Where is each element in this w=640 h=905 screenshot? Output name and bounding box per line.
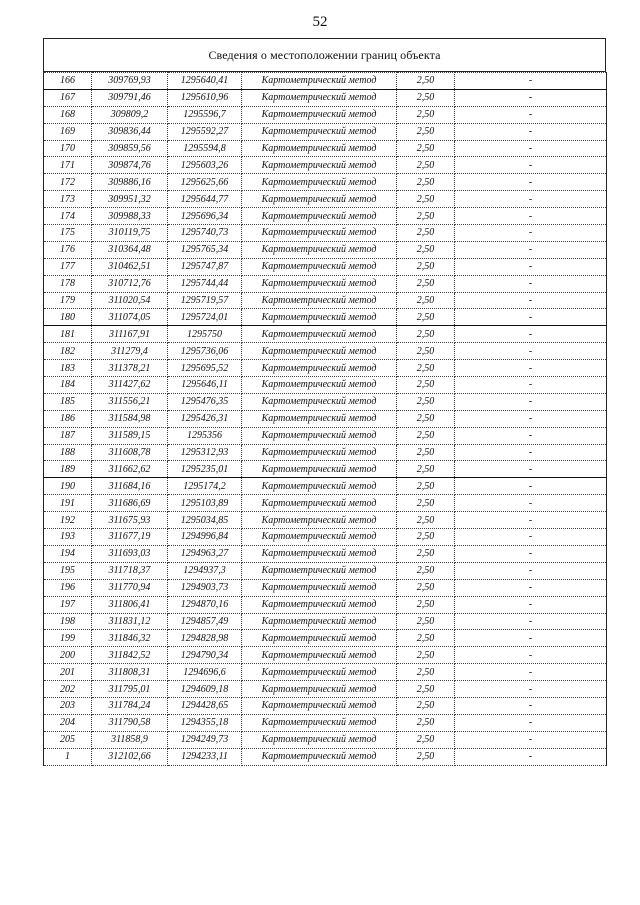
x-coordinate-cell: 311378,21	[92, 360, 168, 377]
accuracy-cell: 2,50	[397, 410, 455, 427]
x-coordinate-cell: 311279,4	[92, 343, 168, 360]
description-cell: -	[455, 393, 607, 410]
x-coordinate-cell: 309809,2	[92, 106, 168, 123]
accuracy-cell: 2,50	[397, 140, 455, 157]
y-coordinate-cell: 1294790,34	[168, 647, 242, 664]
description-cell: -	[455, 529, 607, 546]
description-cell: -	[455, 596, 607, 613]
description-cell: -	[455, 140, 607, 157]
y-coordinate-cell: 1295592,27	[168, 123, 242, 140]
method-cell: Картометрический метод	[242, 410, 397, 427]
point-number-cell: 190	[44, 478, 92, 495]
y-coordinate-cell: 1295646,11	[168, 377, 242, 394]
x-coordinate-cell: 311858,9	[92, 731, 168, 748]
accuracy-cell: 2,50	[397, 579, 455, 596]
accuracy-cell: 2,50	[397, 241, 455, 258]
method-cell: Картометрический метод	[242, 697, 397, 714]
method-cell: Картометрический метод	[242, 73, 397, 90]
point-number-cell: 181	[44, 326, 92, 343]
point-number-cell: 168	[44, 106, 92, 123]
accuracy-cell: 2,50	[397, 225, 455, 242]
y-coordinate-cell: 1294963,27	[168, 545, 242, 562]
table-row	[44, 444, 607, 461]
accuracy-cell: 2,50	[397, 393, 455, 410]
x-coordinate-cell: 309886,16	[92, 174, 168, 191]
table-row	[44, 681, 607, 698]
y-coordinate-cell: 1295103,89	[168, 495, 242, 512]
method-cell: Картометрический метод	[242, 258, 397, 275]
point-number-cell: 184	[44, 377, 92, 394]
method-cell: Картометрический метод	[242, 427, 397, 444]
method-cell: Картометрический метод	[242, 681, 397, 698]
point-number-cell: 183	[44, 360, 92, 377]
point-number-cell: 193	[44, 529, 92, 546]
accuracy-cell: 2,50	[397, 258, 455, 275]
method-cell: Картометрический метод	[242, 714, 397, 731]
x-coordinate-cell: 311795,01	[92, 681, 168, 698]
accuracy-cell: 2,50	[397, 208, 455, 225]
x-coordinate-cell: 310364,48	[92, 241, 168, 258]
method-cell: Картометрический метод	[242, 664, 397, 681]
accuracy-cell: 2,50	[397, 478, 455, 495]
table-row	[44, 647, 607, 664]
accuracy-cell: 2,50	[397, 647, 455, 664]
accuracy-cell: 2,50	[397, 512, 455, 529]
point-number-cell: 188	[44, 444, 92, 461]
y-coordinate-cell: 1295750	[168, 326, 242, 343]
accuracy-cell: 2,50	[397, 748, 455, 765]
description-cell: -	[455, 208, 607, 225]
point-number-cell: 178	[44, 275, 92, 292]
y-coordinate-cell: 1295724,01	[168, 309, 242, 326]
point-number-cell: 177	[44, 258, 92, 275]
description-cell: -	[455, 512, 607, 529]
accuracy-cell: 2,50	[397, 427, 455, 444]
method-cell: Картометрический метод	[242, 241, 397, 258]
x-coordinate-cell: 311831,12	[92, 613, 168, 630]
accuracy-cell: 2,50	[397, 343, 455, 360]
point-number-cell: 191	[44, 495, 92, 512]
y-coordinate-cell: 1295765,34	[168, 241, 242, 258]
description-cell: -	[455, 461, 607, 478]
point-number-cell: 203	[44, 697, 92, 714]
accuracy-cell: 2,50	[397, 664, 455, 681]
x-coordinate-cell: 311589,15	[92, 427, 168, 444]
point-number-cell: 187	[44, 427, 92, 444]
table-row	[44, 714, 607, 731]
method-cell: Картометрический метод	[242, 360, 397, 377]
table-row	[44, 360, 607, 377]
point-number-cell: 200	[44, 647, 92, 664]
page-number: 52	[312, 14, 328, 30]
description-cell: -	[455, 225, 607, 242]
method-cell: Картометрический метод	[242, 208, 397, 225]
x-coordinate-cell: 311167,91	[92, 326, 168, 343]
x-coordinate-cell: 309836,44	[92, 123, 168, 140]
point-number-cell: 175	[44, 225, 92, 242]
description-cell: -	[455, 309, 607, 326]
method-cell: Картометрический метод	[242, 630, 397, 647]
accuracy-cell: 2,50	[397, 596, 455, 613]
accuracy-cell: 2,50	[397, 123, 455, 140]
x-coordinate-cell: 311790,58	[92, 714, 168, 731]
y-coordinate-cell: 1294870,16	[168, 596, 242, 613]
table-row	[44, 613, 607, 630]
point-number-cell: 194	[44, 545, 92, 562]
point-number-cell: 169	[44, 123, 92, 140]
x-coordinate-cell: 311020,54	[92, 292, 168, 309]
y-coordinate-cell: 1295356	[168, 427, 242, 444]
description-cell: -	[455, 275, 607, 292]
table-row	[44, 106, 607, 123]
x-coordinate-cell: 311675,93	[92, 512, 168, 529]
y-coordinate-cell: 1294937,3	[168, 562, 242, 579]
y-coordinate-cell: 1295744,44	[168, 275, 242, 292]
x-coordinate-cell: 310712,76	[92, 275, 168, 292]
y-coordinate-cell: 1295625,66	[168, 174, 242, 191]
accuracy-cell: 2,50	[397, 89, 455, 106]
y-coordinate-cell: 1295596,7	[168, 106, 242, 123]
method-cell: Картометрический метод	[242, 326, 397, 343]
description-cell: -	[455, 714, 607, 731]
y-coordinate-cell: 1295719,57	[168, 292, 242, 309]
table-row	[44, 123, 607, 140]
description-cell: -	[455, 579, 607, 596]
table-row	[44, 89, 607, 106]
y-coordinate-cell: 1294996,84	[168, 529, 242, 546]
description-cell: -	[455, 174, 607, 191]
table-row	[44, 461, 607, 478]
x-coordinate-cell: 309859,56	[92, 140, 168, 157]
description-cell: -	[455, 478, 607, 495]
table-row	[44, 140, 607, 157]
table-row	[44, 562, 607, 579]
x-coordinate-cell: 311718,37	[92, 562, 168, 579]
point-number-cell: 171	[44, 157, 92, 174]
x-coordinate-cell: 311677,19	[92, 529, 168, 546]
y-coordinate-cell: 1295426,31	[168, 410, 242, 427]
method-cell: Картометрический метод	[242, 174, 397, 191]
x-coordinate-cell: 309874,76	[92, 157, 168, 174]
table-row	[44, 191, 607, 208]
description-cell: -	[455, 326, 607, 343]
x-coordinate-cell: 311808,31	[92, 664, 168, 681]
point-number-cell: 185	[44, 393, 92, 410]
table-row	[44, 495, 607, 512]
accuracy-cell: 2,50	[397, 377, 455, 394]
method-cell: Картометрический метод	[242, 495, 397, 512]
table-row	[44, 377, 607, 394]
x-coordinate-cell: 311806,41	[92, 596, 168, 613]
method-cell: Картометрический метод	[242, 157, 397, 174]
method-cell: Картометрический метод	[242, 478, 397, 495]
description-cell: -	[455, 731, 607, 748]
point-number-cell: 186	[44, 410, 92, 427]
point-number-cell: 172	[44, 174, 92, 191]
table-row	[44, 225, 607, 242]
y-coordinate-cell: 1295476,35	[168, 393, 242, 410]
accuracy-cell: 2,50	[397, 545, 455, 562]
table-row	[44, 529, 607, 546]
accuracy-cell: 2,50	[397, 174, 455, 191]
accuracy-cell: 2,50	[397, 495, 455, 512]
point-number-cell: 195	[44, 562, 92, 579]
y-coordinate-cell: 1294249,73	[168, 731, 242, 748]
point-number-cell: 199	[44, 630, 92, 647]
table-row	[44, 326, 607, 343]
table-row	[44, 664, 607, 681]
point-number-cell: 204	[44, 714, 92, 731]
accuracy-cell: 2,50	[397, 731, 455, 748]
description-cell: -	[455, 377, 607, 394]
x-coordinate-cell: 312102,66	[92, 748, 168, 765]
accuracy-cell: 2,50	[397, 444, 455, 461]
y-coordinate-cell: 1295696,34	[168, 208, 242, 225]
method-cell: Картометрический метод	[242, 444, 397, 461]
point-number-cell: 174	[44, 208, 92, 225]
x-coordinate-cell: 311427,62	[92, 377, 168, 394]
y-coordinate-cell: 1295174,2	[168, 478, 242, 495]
accuracy-cell: 2,50	[397, 275, 455, 292]
point-number-cell: 179	[44, 292, 92, 309]
y-coordinate-cell: 1295695,52	[168, 360, 242, 377]
description-cell: -	[455, 647, 607, 664]
point-number-cell: 196	[44, 579, 92, 596]
table-row	[44, 343, 607, 360]
description-cell: -	[455, 157, 607, 174]
method-cell: Картометрический метод	[242, 545, 397, 562]
method-cell: Картометрический метод	[242, 596, 397, 613]
table-row	[44, 410, 607, 427]
point-number-cell: 205	[44, 731, 92, 748]
method-cell: Картометрический метод	[242, 275, 397, 292]
y-coordinate-cell: 1295740,73	[168, 225, 242, 242]
accuracy-cell: 2,50	[397, 309, 455, 326]
method-cell: Картометрический метод	[242, 512, 397, 529]
accuracy-cell: 2,50	[397, 360, 455, 377]
point-number-cell: 192	[44, 512, 92, 529]
description-cell: -	[455, 664, 607, 681]
description-cell: -	[455, 343, 607, 360]
method-cell: Картометрический метод	[242, 225, 397, 242]
method-cell: Картометрический метод	[242, 731, 397, 748]
table-row	[44, 157, 607, 174]
description-cell: -	[455, 410, 607, 427]
y-coordinate-cell: 1294355,18	[168, 714, 242, 731]
table-row	[44, 275, 607, 292]
method-cell: Картометрический метод	[242, 292, 397, 309]
x-coordinate-cell: 311074,05	[92, 309, 168, 326]
method-cell: Картометрический метод	[242, 123, 397, 140]
point-number-cell: 202	[44, 681, 92, 698]
accuracy-cell: 2,50	[397, 73, 455, 90]
description-cell: -	[455, 89, 607, 106]
y-coordinate-cell: 1294696,6	[168, 664, 242, 681]
method-cell: Картометрический метод	[242, 89, 397, 106]
description-cell: -	[455, 681, 607, 698]
description-cell: -	[455, 613, 607, 630]
y-coordinate-cell: 1294233,11	[168, 748, 242, 765]
y-coordinate-cell: 1295594,8	[168, 140, 242, 157]
table-title: Сведения о местоположении границ объекта	[43, 38, 606, 72]
description-cell: -	[455, 495, 607, 512]
method-cell: Картометрический метод	[242, 377, 397, 394]
y-coordinate-cell: 1294857,49	[168, 613, 242, 630]
y-coordinate-cell: 1294609,18	[168, 681, 242, 698]
point-number-cell: 198	[44, 613, 92, 630]
table-row	[44, 393, 607, 410]
table-row	[44, 309, 607, 326]
boundary-points-table	[43, 72, 607, 766]
accuracy-cell: 2,50	[397, 529, 455, 546]
y-coordinate-cell: 1295736,06	[168, 343, 242, 360]
y-coordinate-cell: 1295644,77	[168, 191, 242, 208]
x-coordinate-cell: 310462,51	[92, 258, 168, 275]
description-cell: -	[455, 360, 607, 377]
description-cell: -	[455, 630, 607, 647]
description-cell: -	[455, 562, 607, 579]
description-cell: -	[455, 73, 607, 90]
point-number-cell: 173	[44, 191, 92, 208]
description-cell: -	[455, 241, 607, 258]
method-cell: Картометрический метод	[242, 191, 397, 208]
x-coordinate-cell: 309951,32	[92, 191, 168, 208]
point-number-cell: 201	[44, 664, 92, 681]
table-row	[44, 748, 607, 765]
description-cell: -	[455, 292, 607, 309]
method-cell: Картометрический метод	[242, 140, 397, 157]
x-coordinate-cell: 310119,75	[92, 225, 168, 242]
x-coordinate-cell: 311584,98	[92, 410, 168, 427]
accuracy-cell: 2,50	[397, 292, 455, 309]
method-cell: Картометрический метод	[242, 343, 397, 360]
table-row	[44, 258, 607, 275]
table-row	[44, 579, 607, 596]
description-cell: -	[455, 545, 607, 562]
description-cell: -	[455, 444, 607, 461]
table-row	[44, 545, 607, 562]
table-row	[44, 512, 607, 529]
point-number-cell: 166	[44, 73, 92, 90]
y-coordinate-cell: 1295235,01	[168, 461, 242, 478]
x-coordinate-cell: 309791,46	[92, 89, 168, 106]
y-coordinate-cell: 1295603,26	[168, 157, 242, 174]
accuracy-cell: 2,50	[397, 681, 455, 698]
table-row	[44, 427, 607, 444]
x-coordinate-cell: 311842,52	[92, 647, 168, 664]
boundary-table-sheet	[43, 38, 606, 766]
description-cell: -	[455, 748, 607, 765]
description-cell: -	[455, 427, 607, 444]
point-number-cell: 170	[44, 140, 92, 157]
accuracy-cell: 2,50	[397, 714, 455, 731]
x-coordinate-cell: 311784,24	[92, 697, 168, 714]
description-cell: -	[455, 697, 607, 714]
description-cell: -	[455, 258, 607, 275]
y-coordinate-cell: 1295610,96	[168, 89, 242, 106]
description-cell: -	[455, 123, 607, 140]
table-row	[44, 596, 607, 613]
accuracy-cell: 2,50	[397, 157, 455, 174]
x-coordinate-cell: 311608,78	[92, 444, 168, 461]
accuracy-cell: 2,50	[397, 613, 455, 630]
point-number-cell: 180	[44, 309, 92, 326]
accuracy-cell: 2,50	[397, 630, 455, 647]
y-coordinate-cell: 1295034,85	[168, 512, 242, 529]
x-coordinate-cell: 311693,03	[92, 545, 168, 562]
method-cell: Картометрический метод	[242, 613, 397, 630]
accuracy-cell: 2,50	[397, 106, 455, 123]
table-row	[44, 208, 607, 225]
point-number-cell: 182	[44, 343, 92, 360]
method-cell: Картометрический метод	[242, 393, 397, 410]
method-cell: Картометрический метод	[242, 748, 397, 765]
point-number-cell: 1	[44, 748, 92, 765]
x-coordinate-cell: 311556,21	[92, 393, 168, 410]
x-coordinate-cell: 309769,93	[92, 73, 168, 90]
method-cell: Картометрический метод	[242, 647, 397, 664]
y-coordinate-cell: 1295640,41	[168, 73, 242, 90]
table-row	[44, 630, 607, 647]
accuracy-cell: 2,50	[397, 461, 455, 478]
y-coordinate-cell: 1294828,98	[168, 630, 242, 647]
description-cell: -	[455, 191, 607, 208]
method-cell: Картометрический метод	[242, 579, 397, 596]
table-row	[44, 73, 607, 90]
y-coordinate-cell: 1294428,65	[168, 697, 242, 714]
accuracy-cell: 2,50	[397, 697, 455, 714]
x-coordinate-cell: 311846,32	[92, 630, 168, 647]
table-row	[44, 241, 607, 258]
accuracy-cell: 2,50	[397, 191, 455, 208]
x-coordinate-cell: 311686,69	[92, 495, 168, 512]
point-number-cell: 176	[44, 241, 92, 258]
method-cell: Картометрический метод	[242, 461, 397, 478]
accuracy-cell: 2,50	[397, 562, 455, 579]
x-coordinate-cell: 311662,62	[92, 461, 168, 478]
description-cell: -	[455, 106, 607, 123]
table-row	[44, 174, 607, 191]
method-cell: Картометрический метод	[242, 309, 397, 326]
method-cell: Картометрический метод	[242, 529, 397, 546]
x-coordinate-cell: 311770,94	[92, 579, 168, 596]
point-number-cell: 197	[44, 596, 92, 613]
method-cell: Картометрический метод	[242, 106, 397, 123]
y-coordinate-cell: 1295747,87	[168, 258, 242, 275]
y-coordinate-cell: 1295312,93	[168, 444, 242, 461]
x-coordinate-cell: 309988,33	[92, 208, 168, 225]
point-number-cell: 167	[44, 89, 92, 106]
point-number-cell: 189	[44, 461, 92, 478]
x-coordinate-cell: 311684,16	[92, 478, 168, 495]
table-row	[44, 697, 607, 714]
y-coordinate-cell: 1294903,73	[168, 579, 242, 596]
accuracy-cell: 2,50	[397, 326, 455, 343]
table-row	[44, 292, 607, 309]
table-row	[44, 731, 607, 748]
table-row	[44, 478, 607, 495]
method-cell: Картометрический метод	[242, 562, 397, 579]
